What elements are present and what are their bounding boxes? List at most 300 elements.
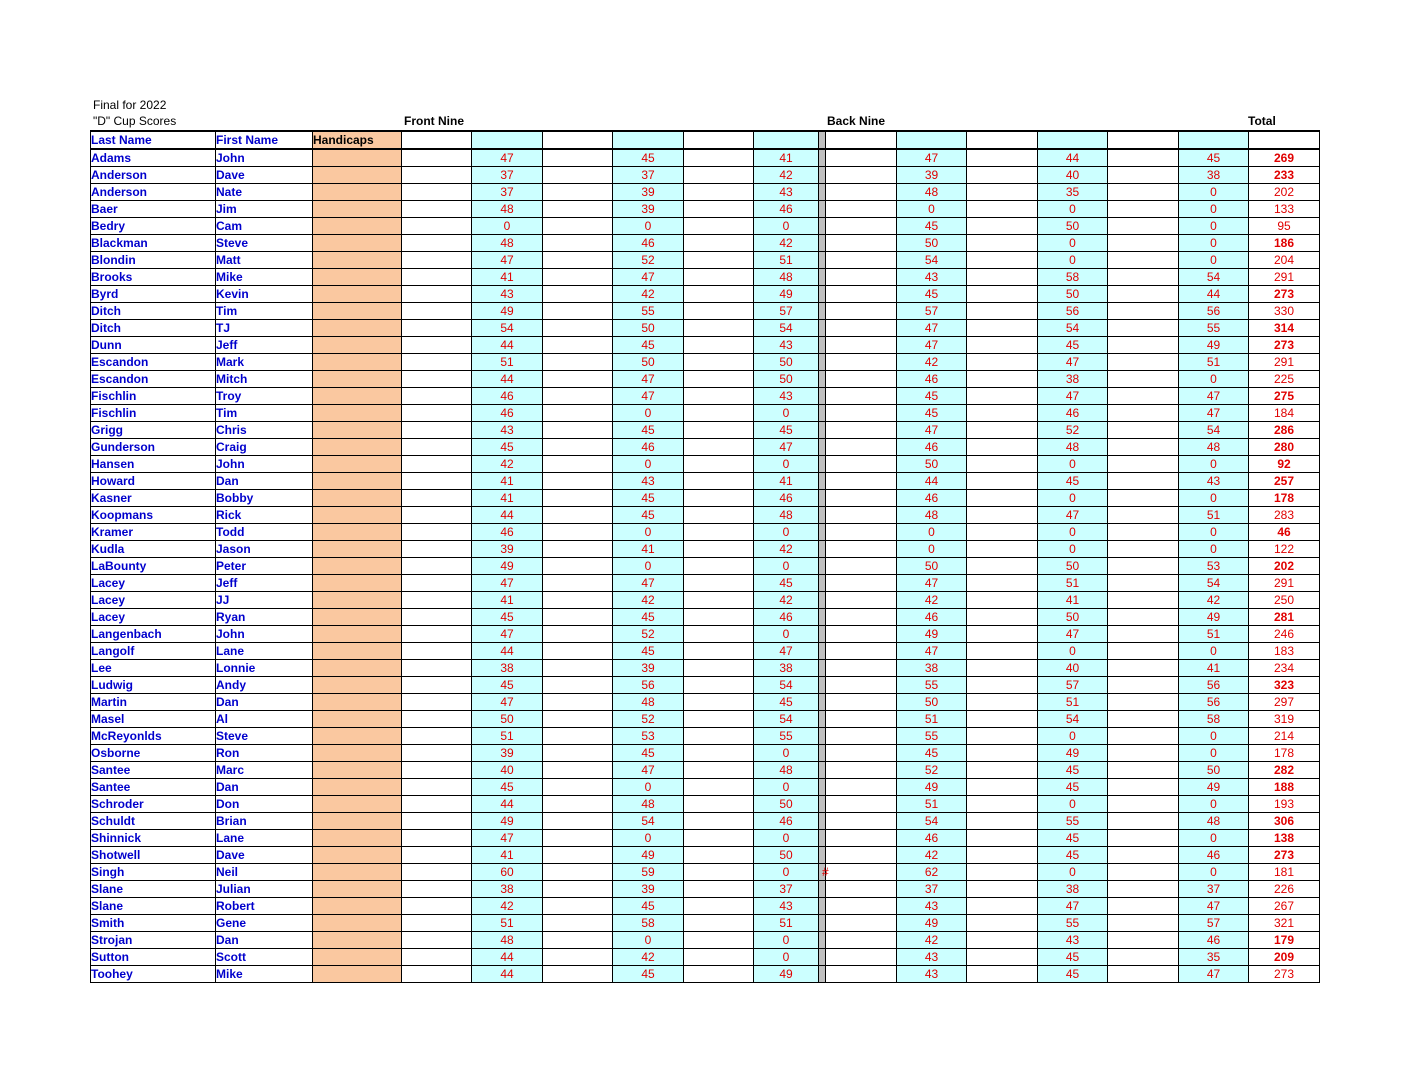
blank-cell [826, 915, 897, 932]
blank-cell [826, 813, 897, 830]
score-cell: 45 [1038, 847, 1108, 864]
score-cell: 0 [1179, 830, 1249, 847]
blank-cell [826, 762, 897, 779]
score-cell: 51 [1038, 575, 1108, 592]
blank-cell [684, 558, 754, 575]
score-cell: 45 [613, 507, 684, 524]
blank-cell [543, 626, 613, 643]
last-name-cell: Lacey [91, 609, 216, 626]
last-name-cell: Anderson [91, 167, 216, 184]
blank-cell [826, 337, 897, 354]
handicap-cell [313, 796, 402, 813]
score-cell: 51 [472, 915, 543, 932]
score-cell: 54 [472, 320, 543, 337]
last-name-cell: Slane [91, 898, 216, 915]
blank-cell [684, 864, 754, 881]
score-cell: 47 [1038, 388, 1108, 405]
blank-cell [826, 966, 897, 983]
handicap-cell [313, 847, 402, 864]
first-name-cell: Julian [216, 881, 313, 898]
blank-cell [967, 303, 1038, 320]
blank-cell [1108, 830, 1179, 847]
blank-cell [402, 149, 472, 167]
handicap-cell [313, 524, 402, 541]
blank-cell [684, 354, 754, 371]
score-cell: 45 [1038, 830, 1108, 847]
overflow-marker: # [822, 865, 829, 879]
blank-cell [684, 592, 754, 609]
blank-cell [826, 558, 897, 575]
table-row [91, 643, 1320, 660]
blank-cell [402, 830, 472, 847]
blank-cell [967, 779, 1038, 796]
blank-cell [543, 881, 613, 898]
score-cell: 43 [897, 269, 967, 286]
blank-cell [1108, 524, 1179, 541]
score-cell: 49 [613, 847, 684, 864]
score-cell: 56 [1179, 303, 1249, 320]
handicap-cell [313, 915, 402, 932]
first-name-cell: Dave [216, 847, 313, 864]
table-row [91, 286, 1320, 303]
score-cell: 0 [1179, 541, 1249, 558]
separator-cell [819, 762, 826, 779]
table-row [91, 592, 1320, 609]
blank-cell [967, 388, 1038, 405]
score-cell: 47 [754, 643, 819, 660]
score-cell: 54 [754, 320, 819, 337]
score-cell: 50 [897, 694, 967, 711]
score-cell: 54 [754, 711, 819, 728]
blank-cell [684, 796, 754, 813]
handicap-cell [313, 388, 402, 405]
score-cell: 40 [472, 762, 543, 779]
table-row [91, 728, 1320, 745]
table-row [91, 252, 1320, 269]
blank-cell [826, 643, 897, 660]
table-row [91, 881, 1320, 898]
blank-cell [543, 149, 613, 167]
handicap-cell [313, 711, 402, 728]
score-cell: 44 [472, 949, 543, 966]
table-row [91, 507, 1320, 524]
score-cell: 45 [754, 422, 819, 439]
score-cell: 48 [1179, 813, 1249, 830]
total-cell: 297 [1249, 694, 1320, 711]
blank-cell [402, 167, 472, 184]
total-cell: 319 [1249, 711, 1320, 728]
score-cell: 0 [754, 405, 819, 422]
separator-cell [819, 677, 826, 694]
separator-cell [819, 915, 826, 932]
score-cell: 48 [897, 184, 967, 201]
score-cell: 53 [1179, 558, 1249, 575]
total-cell: 291 [1249, 575, 1320, 592]
blank-cell [402, 507, 472, 524]
score-cell: 0 [754, 932, 819, 949]
table-row [91, 439, 1320, 456]
total-cell: 314 [1249, 320, 1320, 337]
blank-cell [684, 405, 754, 422]
blank-cell [1108, 354, 1179, 371]
blank-cell [543, 609, 613, 626]
first-name-cell: Don [216, 796, 313, 813]
handicap-cell [313, 507, 402, 524]
score-cell: 45 [1038, 949, 1108, 966]
score-cell: 47 [472, 575, 543, 592]
blank-cell [826, 728, 897, 745]
score-cell: 55 [1038, 915, 1108, 932]
handicap-cell [313, 830, 402, 847]
handicap-cell [313, 354, 402, 371]
table-row [91, 796, 1320, 813]
handicap-cell [313, 694, 402, 711]
total-cell: 178 [1249, 745, 1320, 762]
blank-cell [543, 524, 613, 541]
score-cell: 45 [1038, 762, 1108, 779]
separator-cell [819, 507, 826, 524]
blank-cell [684, 184, 754, 201]
blank-cell [967, 541, 1038, 558]
last-name-cell: Toohey [91, 966, 216, 983]
blank-cell [1108, 575, 1179, 592]
score-cell: 0 [1179, 201, 1249, 218]
score-cell: 0 [1179, 728, 1249, 745]
blank-cell [826, 677, 897, 694]
blank-cell [543, 966, 613, 983]
blank-cell [1108, 201, 1179, 218]
total-cell: 95 [1249, 218, 1320, 235]
blank-cell [1108, 371, 1179, 388]
score-cell: 52 [613, 626, 684, 643]
first-name-cell: Chris [216, 422, 313, 439]
score-cell: 39 [472, 541, 543, 558]
score-cell: 0 [1179, 745, 1249, 762]
score-cell: 45 [1038, 473, 1108, 490]
blank-cell [897, 131, 967, 149]
table-row [91, 609, 1320, 626]
blank-cell [826, 626, 897, 643]
last-name-cell: Hansen [91, 456, 216, 473]
handicap-cell [313, 235, 402, 252]
blank-cell [402, 422, 472, 439]
score-cell: 47 [613, 371, 684, 388]
table-row [91, 167, 1320, 184]
score-cell: 49 [1179, 609, 1249, 626]
blank-cell [543, 490, 613, 507]
score-cell: 0 [1038, 541, 1108, 558]
first-name-cell: Steve [216, 235, 313, 252]
blank-cell [1108, 966, 1179, 983]
last-name-cell: Osborne [91, 745, 216, 762]
blank-cell [402, 575, 472, 592]
score-cell: 0 [754, 218, 819, 235]
score-cell: 45 [613, 745, 684, 762]
score-cell: 37 [1179, 881, 1249, 898]
table-row [91, 677, 1320, 694]
blank-cell [543, 456, 613, 473]
blank-cell [826, 541, 897, 558]
separator-cell [819, 490, 826, 507]
blank-cell [402, 201, 472, 218]
blank-cell [684, 932, 754, 949]
blank-cell [543, 898, 613, 915]
score-cell: 43 [897, 898, 967, 915]
score-cell: 42 [754, 167, 819, 184]
last-name-cell: Singh [91, 864, 216, 881]
score-cell: 45 [1038, 337, 1108, 354]
last-name-header: Last Name [91, 131, 216, 149]
total-cell: 286 [1249, 422, 1320, 439]
blank-cell [967, 422, 1038, 439]
score-cell: 50 [613, 320, 684, 337]
table-row [91, 422, 1320, 439]
blank-cell [967, 439, 1038, 456]
blank-cell [826, 507, 897, 524]
blank-cell [1249, 131, 1320, 149]
blank-cell [967, 490, 1038, 507]
first-name-cell: TJ [216, 320, 313, 337]
total-cell: 273 [1249, 847, 1320, 864]
score-cell: 45 [897, 745, 967, 762]
score-cell: 47 [1038, 898, 1108, 915]
total-cell: 233 [1249, 167, 1320, 184]
blank-cell [967, 745, 1038, 762]
blank-cell [967, 337, 1038, 354]
table-row [91, 235, 1320, 252]
score-cell: 42 [754, 541, 819, 558]
blank-cell [543, 864, 613, 881]
blank-cell [684, 677, 754, 694]
first-name-cell: Neil [216, 864, 313, 881]
blank-cell [684, 830, 754, 847]
handicap-cell [313, 745, 402, 762]
blank-cell [967, 609, 1038, 626]
score-cell: 35 [1038, 184, 1108, 201]
score-cell: 42 [897, 592, 967, 609]
score-cell: 48 [754, 269, 819, 286]
score-cell: 39 [613, 184, 684, 201]
total-cell: 46 [1249, 524, 1320, 541]
score-cell: 52 [613, 711, 684, 728]
separator-cell [819, 779, 826, 796]
blank-cell [826, 235, 897, 252]
score-cell: 38 [472, 881, 543, 898]
blank-cell [402, 881, 472, 898]
blank-cell [402, 490, 472, 507]
score-cell: 0 [1179, 643, 1249, 660]
total-cell: 273 [1249, 337, 1320, 354]
blank-cell [472, 131, 543, 149]
blank-cell [543, 235, 613, 252]
blank-cell [967, 218, 1038, 235]
score-cell: 45 [897, 388, 967, 405]
blank-cell [967, 966, 1038, 983]
score-cell: 45 [613, 609, 684, 626]
first-name-cell: Ron [216, 745, 313, 762]
blank-cell [402, 473, 472, 490]
first-name-cell: Dan [216, 694, 313, 711]
score-cell: 42 [897, 932, 967, 949]
last-name-cell: Kudla [91, 541, 216, 558]
first-name-cell: Dan [216, 473, 313, 490]
score-cell: 41 [472, 473, 543, 490]
blank-cell [402, 864, 472, 881]
blank-cell [684, 371, 754, 388]
score-cell: 50 [1038, 609, 1108, 626]
blank-cell [684, 490, 754, 507]
blank-cell [402, 405, 472, 422]
score-cell: 40 [1038, 660, 1108, 677]
blank-cell [826, 184, 897, 201]
table-row [91, 864, 1320, 881]
score-cell: 0 [754, 864, 819, 881]
handicap-cell [313, 779, 402, 796]
blank-cell [402, 915, 472, 932]
score-cell: 0 [613, 218, 684, 235]
separator-cell [819, 218, 826, 235]
blank-cell [826, 201, 897, 218]
blank-cell [967, 371, 1038, 388]
blank-cell [967, 762, 1038, 779]
blank-cell [1108, 167, 1179, 184]
score-cell: 59 [613, 864, 684, 881]
back-nine-label: Back Nine [827, 114, 886, 128]
first-name-cell: Gene [216, 915, 313, 932]
blank-cell [684, 541, 754, 558]
score-cell: 48 [613, 796, 684, 813]
score-cell: 41 [1179, 660, 1249, 677]
header-row [91, 131, 1320, 149]
score-cell: 49 [1179, 779, 1249, 796]
blank-cell [543, 541, 613, 558]
last-name-cell: Schroder [91, 796, 216, 813]
blank-cell [1108, 660, 1179, 677]
blank-cell [684, 320, 754, 337]
score-cell: 45 [1038, 966, 1108, 983]
score-cell: 56 [1038, 303, 1108, 320]
blank-cell [684, 524, 754, 541]
blank-cell [543, 592, 613, 609]
last-name-cell: Blackman [91, 235, 216, 252]
score-cell: 54 [1179, 422, 1249, 439]
score-cell: 47 [897, 320, 967, 337]
blank-cell [543, 473, 613, 490]
score-cell: 0 [897, 201, 967, 218]
score-cell: 0 [897, 541, 967, 558]
blank-cell [684, 898, 754, 915]
score-cell: 38 [754, 660, 819, 677]
handicap-cell [313, 643, 402, 660]
total-cell: 282 [1249, 762, 1320, 779]
score-cell: 45 [897, 286, 967, 303]
blank-cell [684, 660, 754, 677]
score-cell: 54 [1038, 320, 1108, 337]
score-cell: 41 [472, 592, 543, 609]
handicap-cell [313, 473, 402, 490]
first-name-cell: Dan [216, 932, 313, 949]
score-cell: 55 [1038, 813, 1108, 830]
blank-cell [1108, 541, 1179, 558]
score-cell: 0 [1179, 490, 1249, 507]
score-cell: 62 [897, 864, 967, 881]
separator-cell [819, 881, 826, 898]
total-cell: 226 [1249, 881, 1320, 898]
last-name-cell: Santee [91, 779, 216, 796]
blank-cell [543, 643, 613, 660]
blank-cell [402, 131, 472, 149]
score-cell: 54 [1179, 269, 1249, 286]
score-cell: 45 [754, 575, 819, 592]
blank-cell [684, 149, 754, 167]
blank-cell [826, 847, 897, 864]
blank-cell [1108, 711, 1179, 728]
total-cell: 306 [1249, 813, 1320, 830]
blank-cell [1108, 218, 1179, 235]
blank-cell [684, 728, 754, 745]
blank-cell [1108, 286, 1179, 303]
table-row [91, 184, 1320, 201]
score-cell: 0 [613, 558, 684, 575]
score-cell: 50 [754, 847, 819, 864]
score-cell: 55 [897, 728, 967, 745]
blank-cell [684, 456, 754, 473]
score-cell: 47 [897, 575, 967, 592]
blank-cell [967, 898, 1038, 915]
blank-cell [684, 745, 754, 762]
last-name-cell: Schuldt [91, 813, 216, 830]
blank-cell [543, 728, 613, 745]
score-cell: 47 [472, 149, 543, 167]
first-name-cell: Todd [216, 524, 313, 541]
score-cell: 42 [897, 354, 967, 371]
scores-table [90, 130, 1320, 983]
blank-cell [543, 796, 613, 813]
score-cell: 51 [754, 252, 819, 269]
separator-cell [819, 337, 826, 354]
separator-cell [819, 354, 826, 371]
blank-cell [402, 592, 472, 609]
blank-cell [402, 558, 472, 575]
blank-cell [1108, 456, 1179, 473]
total-cell: 214 [1249, 728, 1320, 745]
score-cell: 51 [897, 796, 967, 813]
separator-cell [819, 167, 826, 184]
blank-cell [684, 813, 754, 830]
score-cell: 47 [1179, 966, 1249, 983]
first-name-cell: Dave [216, 167, 313, 184]
total-cell: 323 [1249, 677, 1320, 694]
first-name-cell: Peter [216, 558, 313, 575]
score-cell: 47 [613, 762, 684, 779]
table-row [91, 388, 1320, 405]
total-cell: 92 [1249, 456, 1320, 473]
score-cell: 49 [897, 626, 967, 643]
first-name-cell: Andy [216, 677, 313, 694]
blank-cell [826, 881, 897, 898]
blank-cell [754, 131, 819, 149]
blank-cell [613, 131, 684, 149]
first-name-cell: Bobby [216, 490, 313, 507]
first-name-cell: Brian [216, 813, 313, 830]
blank-cell [402, 524, 472, 541]
blank-cell [543, 694, 613, 711]
score-cell: 42 [754, 592, 819, 609]
blank-cell [826, 609, 897, 626]
blank-cell [684, 626, 754, 643]
score-cell: 48 [754, 507, 819, 524]
score-cell: 54 [897, 813, 967, 830]
